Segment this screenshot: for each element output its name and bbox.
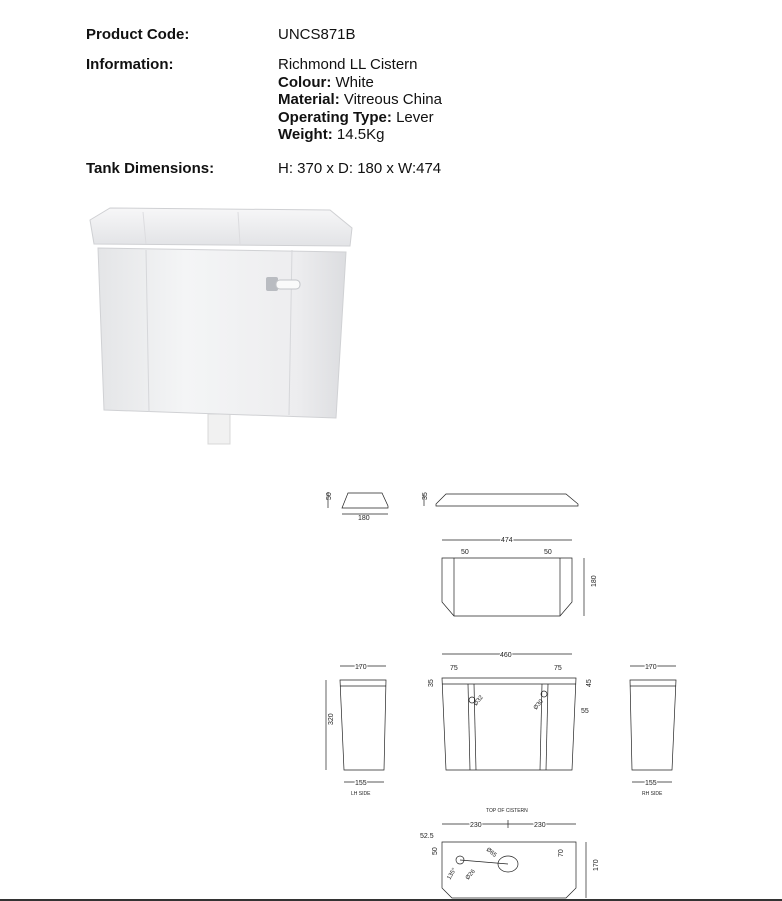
top-view <box>442 537 598 616</box>
dim-front-r: 75 <box>554 665 562 672</box>
dim-lid-front-h: 35 <box>422 492 429 500</box>
dim-cistern-d1: 50 <box>432 847 439 855</box>
information-value <box>278 56 442 144</box>
colour-value: White <box>335 73 374 91</box>
dim-rh-top: 170 <box>645 664 657 671</box>
dim-rh-bottom: 155 <box>645 780 657 787</box>
weight-value: 14.5Kg <box>336 126 385 143</box>
dim-cistern-d2: 70 <box>558 849 565 857</box>
front-view <box>428 652 593 770</box>
dim-top-depth: 180 <box>591 575 598 587</box>
lh-side-view <box>326 664 386 797</box>
dim-top-inset-r: 50 <box>544 549 552 556</box>
dim-front-hole-r: Ø30 <box>532 698 545 712</box>
dim-cistern-depth: 170 <box>593 859 600 871</box>
operating-value: Lever <box>396 108 434 126</box>
dim-cistern-hole2: Ø65 <box>484 846 498 859</box>
top-of-cistern-view <box>420 808 600 898</box>
product-code-value: UNCS871B <box>278 26 356 43</box>
rh-side-view <box>630 664 676 797</box>
tank-dimensions-label: Tank Dimensions: <box>86 160 215 177</box>
cistern-caption: TOP OF CISTERN <box>486 808 528 814</box>
dim-cistern-angle: 135° <box>446 867 458 881</box>
technical-drawing <box>300 470 720 901</box>
dim-front-hole-l: Ø32 <box>472 694 485 708</box>
dim-cistern-off: 52.5 <box>420 833 434 840</box>
colour-line <box>278 74 442 92</box>
weight-line <box>278 126 442 144</box>
dim-top-width: 474 <box>501 537 513 544</box>
operating-label: Operating Type: <box>278 108 392 126</box>
dim-front-h1: 35 <box>428 679 435 687</box>
product-code-label: Product Code: <box>86 26 190 43</box>
cistern-photo <box>88 200 373 445</box>
tank-dimensions-value: H: 370 x D: 180 x W:474 <box>278 160 442 177</box>
dim-lid-side-h: 50 <box>326 492 333 500</box>
rh-side-caption: RH SIDE <box>642 791 663 797</box>
dim-lh-top: 170 <box>355 664 367 671</box>
dim-top-inset-l: 50 <box>461 549 469 556</box>
dim-front-l: 75 <box>450 665 458 672</box>
lid-front-view <box>422 492 578 506</box>
dim-front-h2: 45 <box>586 679 593 687</box>
dim-front-h3: 55 <box>581 708 589 715</box>
material-value: Vitreous China <box>343 91 442 108</box>
lid-side-view <box>326 492 388 522</box>
product-name: Richmond LL Cistern <box>278 56 418 73</box>
lh-side-caption: LH SIDE <box>351 791 371 797</box>
weight-label: Weight: <box>278 126 333 143</box>
information-label: Information: <box>86 56 174 73</box>
dim-cistern-r: 230 <box>534 822 546 829</box>
colour-label: Colour: <box>278 73 332 91</box>
material-label: Material: <box>278 91 340 108</box>
material-line <box>278 91 442 109</box>
dim-lh-height: 320 <box>328 713 335 725</box>
dim-front-width: 460 <box>500 652 512 659</box>
operating-line <box>278 109 442 127</box>
dim-lh-bottom: 155 <box>355 780 367 787</box>
dim-cistern-l: 230 <box>470 822 482 829</box>
dim-cistern-hole1: Ø26 <box>464 868 477 882</box>
dim-lid-side-depth: 180 <box>358 515 370 522</box>
